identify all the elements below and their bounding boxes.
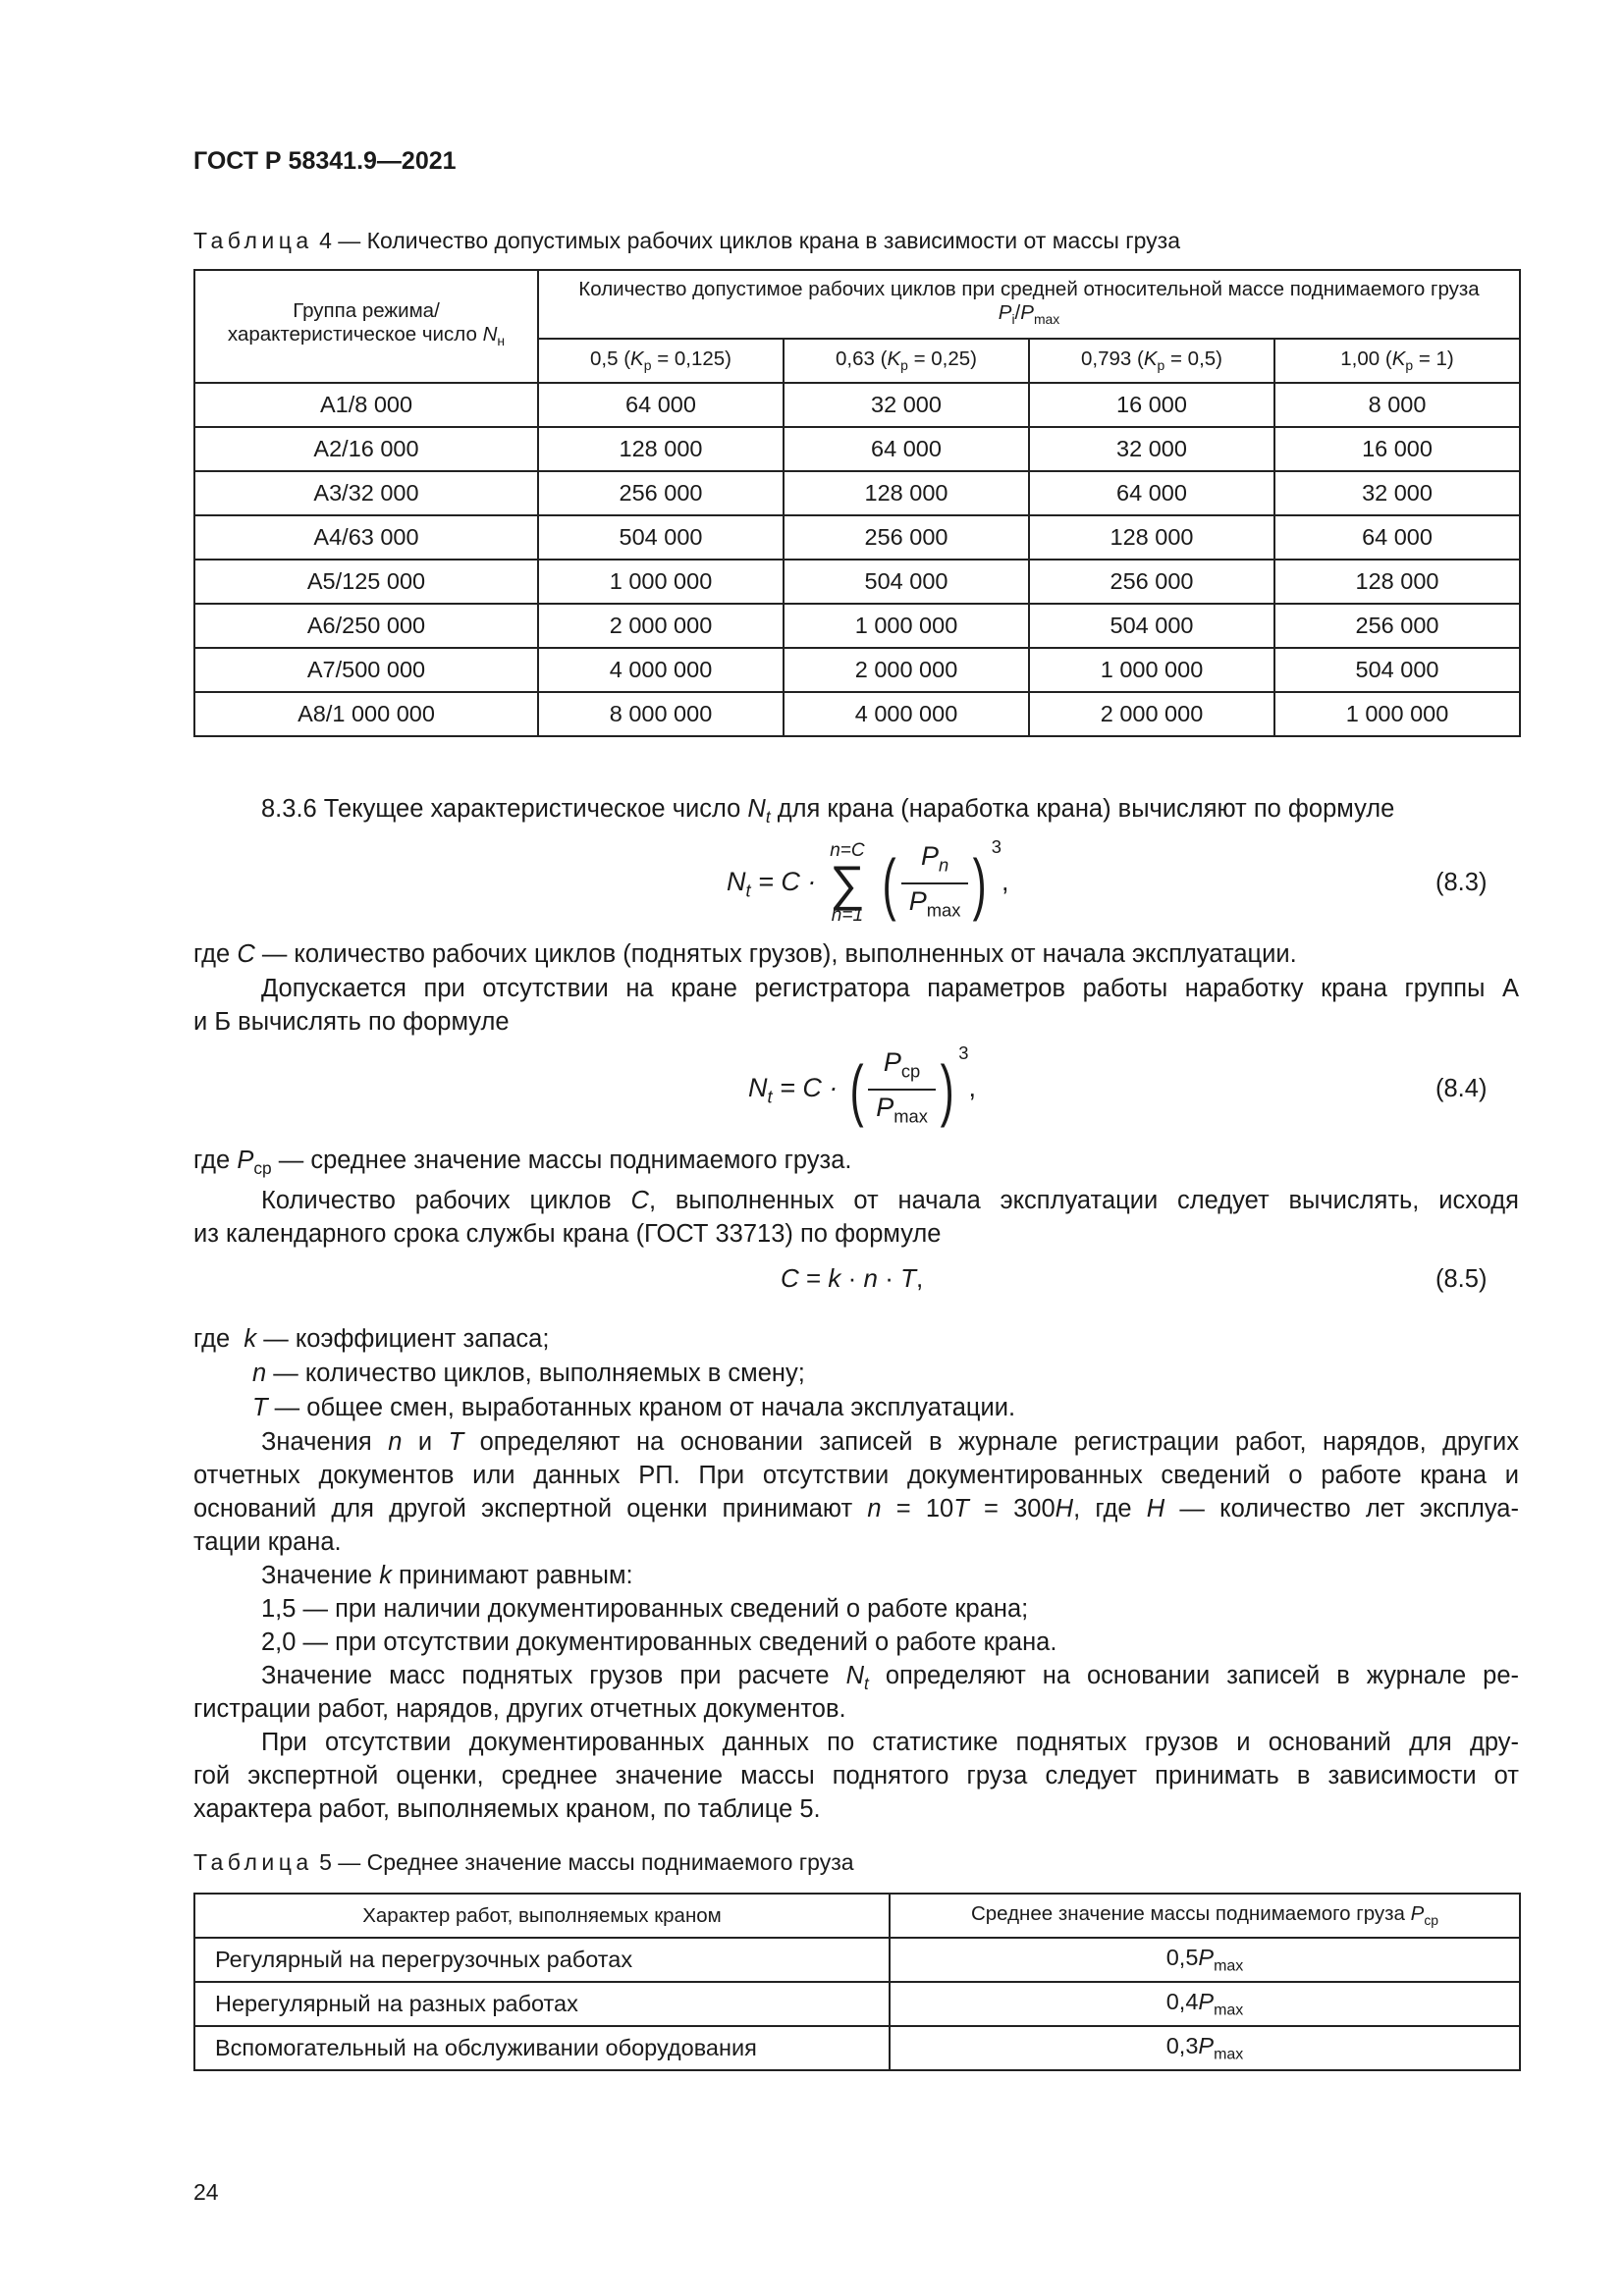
table-cell: A8/1 000 000 — [194, 692, 538, 736]
cycles-line1: Количество рабочих циклов C, выполненных от начала эксплуатации следует вычислять, исходя — [261, 1187, 1519, 1214]
table-cell: A2/16 000 — [194, 427, 538, 471]
formula-8-4-label: (8.4) — [1435, 1075, 1488, 1102]
fraction-pcp-pmax: $\frac{P_{ср}}{P_{max}}$ — [868, 1045, 936, 1133]
table-cell: 256 000 — [784, 515, 1029, 560]
table-cell: 32 000 — [784, 383, 1029, 427]
table4-group-header: Группа режима/ характеристическое число $N_н$ — [194, 270, 538, 383]
values-line4: тации крана. — [193, 1528, 342, 1556]
fraction-pn-pmax: $\frac{P_n}{P_{max}}$ — [901, 839, 969, 927]
table-cell: 2 000 000 — [784, 648, 1029, 692]
table-cell: 64 000 — [538, 383, 784, 427]
table-cell: 8 000 — [1274, 383, 1520, 427]
table-cell: 64 000 — [1029, 471, 1274, 515]
table4-subcol-header: 0,63 $(K_р = 0,25)$ — [784, 339, 1029, 383]
table-cell: 256 000 — [538, 471, 784, 515]
table-cell: 8 000 000 — [538, 692, 784, 736]
table-cell: 4 000 000 — [784, 692, 1029, 736]
page-number: 24 — [193, 2179, 219, 2205]
absent-line2: гой экспертной оценки, среднее значение массы поднятого груза следует принимать в зависимости от — [193, 1762, 1519, 1789]
table-row — [194, 692, 1520, 736]
table4-caption-text: 4 — Количество допустимых рабочих циклов крана в зависимости от массы груза — [319, 228, 1181, 253]
table5 — [193, 1893, 1521, 2071]
table-cell: 504 000 — [1029, 604, 1274, 648]
mass-line2: гистрации работ, нарядов, других отчетных документов. — [193, 1695, 846, 1723]
table-cell: A7/500 000 — [194, 648, 538, 692]
table5-work-cell: Нерегулярный на разных работах — [194, 1982, 890, 2026]
table-cell: 504 000 — [784, 560, 1029, 604]
table-row — [194, 515, 1520, 560]
table-cell: A1/8 000 — [194, 383, 538, 427]
k-20: 2,0 — при отсутствии документированных сведений о работе крана. — [261, 1629, 1057, 1656]
table-cell: 64 000 — [1274, 515, 1520, 560]
values-line2: отчетных документов или данных РП. При отсутствии документированных сведений о работе крана и — [193, 1462, 1519, 1489]
table-cell: 1 000 000 — [1029, 648, 1274, 692]
where-T: T — общее смен, выработанных краном от начала эксплуатации. — [252, 1394, 1016, 1421]
formula-8-3: $N_t = C$ · n=C ∑ n=1 ( $\frac{P_n}{P_{max}}$ ) $^3$, — [727, 836, 1009, 926]
table-cell: 128 000 — [1029, 515, 1274, 560]
table-row — [194, 560, 1520, 604]
table5-col1-header: Характер работ, выполняемых краном — [194, 1894, 890, 1938]
table4-caption-label: Таблица — [193, 228, 313, 253]
table-row — [194, 1938, 1520, 1982]
table-cell: 128 000 — [784, 471, 1029, 515]
k-15: 1,5 — при наличии документированных сведений о работе крана; — [261, 1595, 1029, 1623]
table-cell: 64 000 — [784, 427, 1029, 471]
table-cell: 16 000 — [1029, 383, 1274, 427]
table-cell: 256 000 — [1274, 604, 1520, 648]
table-row — [194, 1982, 1520, 2026]
table-cell: A3/32 000 — [194, 471, 538, 515]
where-k: где k — коэффициент запаса; — [193, 1325, 550, 1353]
table-row — [194, 383, 1520, 427]
table-cell: 1 000 000 — [784, 604, 1029, 648]
values-line1: Значения n и T определяют на основании записей в журнале регистрации работ, нарядов, других — [261, 1428, 1519, 1456]
table5-work-cell: Вспомогательный на обслуживании оборудования — [194, 2026, 890, 2070]
where-C: где C — количество рабочих циклов (поднятых грузов), выполненных от начала эксплуатации. — [193, 940, 1297, 968]
formula-8-4: $N_t = C$ · ( $\frac{P_{ср}}{P_{max}}$ ) $^3$, — [748, 1042, 976, 1133]
formula-8-5-label: (8.5) — [1435, 1265, 1488, 1293]
table5-mass-cell: $0,3P_{max}$ — [890, 2026, 1520, 2070]
sum-sign: n=C ∑ n=1 — [830, 839, 865, 926]
table-cell: A4/63 000 — [194, 515, 538, 560]
document-header: ГОСТ Р 58341.9—2021 — [193, 147, 457, 175]
table5-work-cell: Регулярный на перегрузочных работах — [194, 1938, 890, 1982]
absent-line1: При отсутствии документированных данных по статистике поднятых грузов и оснований для дру- — [261, 1729, 1519, 1756]
table-row — [194, 427, 1520, 471]
table-cell: 128 000 — [538, 427, 784, 471]
table-cell: 16 000 — [1274, 427, 1520, 471]
formula-8-3-label: (8.3) — [1435, 869, 1488, 896]
table-cell: 128 000 — [1274, 560, 1520, 604]
table-row — [194, 604, 1520, 648]
section-8-3-6-intro: 8.3.6 Текущее характеристическое число $N_t$ для крана (наработка крана) вычисляют по формуле — [261, 795, 1395, 828]
absent-line3: характера работ, выполняемых краном, по таблице 5. — [193, 1795, 821, 1823]
table5-caption: Таблица 5 — Среднее значение массы поднимаемого груза — [193, 1849, 854, 1875]
table-row — [194, 2026, 1520, 2070]
table-cell: 1 000 000 — [538, 560, 784, 604]
allow-line1: Допускается при отсутствии на кране регистратора параметров работы наработку крана группы А — [261, 975, 1519, 1002]
table-cell: 32 000 — [1274, 471, 1520, 515]
table-cell: 256 000 — [1029, 560, 1274, 604]
table-cell: A6/250 000 — [194, 604, 538, 648]
table-cell: 1 000 000 — [1274, 692, 1520, 736]
table-row — [194, 471, 1520, 515]
table4-subcol-header: 0,793 $(K_р = 0,5)$ — [1029, 339, 1274, 383]
allow-line2: и Б вычислять по формуле — [193, 1008, 510, 1036]
table4-subcol-header: 1,00 $(K_р = 1)$ — [1274, 339, 1520, 383]
mass-line1: Значение масс поднятых грузов при расчете $N_t$ определяют на основании записей в журнале ре- — [261, 1662, 1519, 1694]
table5-mass-cell: $0,5P_{max}$ — [890, 1938, 1520, 1982]
table-cell: 4 000 000 — [538, 648, 784, 692]
cycles-line2: из календарного срока службы крана (ГОСТ 33713) по формуле — [193, 1220, 942, 1248]
k-value-intro: Значение k принимают равным: — [261, 1562, 633, 1589]
table5-mass-cell: $0,4P_{max}$ — [890, 1982, 1520, 2026]
table-cell: 32 000 — [1029, 427, 1274, 471]
table5-col2-header: Среднее значение массы поднимаемого груза $P_{ср}$ — [890, 1894, 1520, 1938]
table-row — [194, 648, 1520, 692]
values-line3: оснований для другой экспертной оценки принимают n = 10T = 300H, где H — количество лет эксплуа- — [193, 1495, 1519, 1522]
table-cell: 504 000 — [1274, 648, 1520, 692]
table4-cycles-header: Количество допустимое рабочих циклов при средней относительной массе поднимаемого груза $P_i/P_{max}$ — [538, 270, 1520, 339]
table-cell: 2 000 000 — [1029, 692, 1274, 736]
table-cell: 2 000 000 — [538, 604, 784, 648]
table-cell: 504 000 — [538, 515, 784, 560]
formula-8-5: C = k · n · T, — [781, 1263, 924, 1293]
table4 — [193, 269, 1521, 737]
where-n: n — количество циклов, выполняемых в смену; — [252, 1360, 805, 1387]
where-Pcp: где $P_{ср}$ — среднее значение массы поднимаемого груза. — [193, 1147, 852, 1179]
table4-caption — [193, 228, 1180, 254]
table4-subcol-header: 0,5 $(K_р = 0,125)$ — [538, 339, 784, 383]
table-cell: A5/125 000 — [194, 560, 538, 604]
